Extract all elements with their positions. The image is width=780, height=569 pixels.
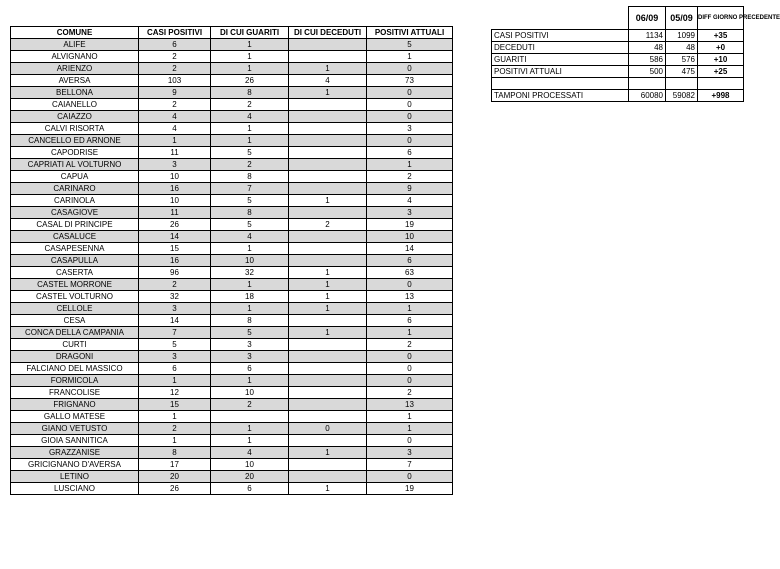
guariti-cell: 1: [211, 303, 289, 315]
table-row: [11, 51, 453, 63]
summary-body: [492, 30, 744, 102]
comune-cell: CAIAZZO: [11, 111, 139, 123]
casi-positivi-cell: 9: [139, 87, 211, 99]
summary-header-row: [492, 7, 744, 30]
header-positivi-attuali: POSITIVI ATTUALI: [367, 27, 453, 39]
comune-cell: CASTEL MORRONE: [11, 279, 139, 291]
summary-spacer-cell: [666, 78, 698, 90]
summary-previous-cell: 1099: [666, 30, 698, 42]
guariti-cell: 18: [211, 291, 289, 303]
comune-cell: CAPRIATI AL VOLTURNO: [11, 159, 139, 171]
table-row: [11, 195, 453, 207]
positivi-attuali-cell: 0: [367, 351, 453, 363]
casi-positivi-cell: 2: [139, 51, 211, 63]
table-row: [11, 255, 453, 267]
table-row: [11, 375, 453, 387]
casi-positivi-cell: 96: [139, 267, 211, 279]
deceduti-cell: [289, 207, 367, 219]
comune-cell: CAPODRISE: [11, 147, 139, 159]
positivi-attuali-cell: 63: [367, 267, 453, 279]
comune-cell: LUSCIANO: [11, 483, 139, 495]
table-row: [11, 111, 453, 123]
positivi-attuali-cell: 6: [367, 315, 453, 327]
casi-positivi-cell: 2: [139, 279, 211, 291]
casi-positivi-cell: 26: [139, 483, 211, 495]
deceduti-cell: 0: [289, 423, 367, 435]
guariti-cell: 10: [211, 459, 289, 471]
guariti-cell: 8: [211, 87, 289, 99]
deceduti-cell: [289, 411, 367, 423]
casi-positivi-cell: 16: [139, 183, 211, 195]
summary-diff-cell: +35: [698, 30, 744, 42]
positivi-attuali-cell: 2: [367, 387, 453, 399]
table-row: [11, 435, 453, 447]
summary-row: [492, 42, 744, 54]
deceduti-cell: [289, 375, 367, 387]
table-row: [11, 207, 453, 219]
deceduti-cell: 4: [289, 75, 367, 87]
guariti-cell: 32: [211, 267, 289, 279]
table-row: [11, 291, 453, 303]
summary-diff-cell: +10: [698, 54, 744, 66]
summary-diff-cell: +0: [698, 42, 744, 54]
positivi-attuali-cell: 0: [367, 471, 453, 483]
deceduti-cell: 1: [289, 195, 367, 207]
table-row: [11, 243, 453, 255]
comune-cell: CASALUCE: [11, 231, 139, 243]
deceduti-cell: [289, 231, 367, 243]
table-row: [11, 459, 453, 471]
deceduti-cell: 2: [289, 219, 367, 231]
table-row: [11, 399, 453, 411]
positivi-attuali-cell: 0: [367, 111, 453, 123]
summary-table: [491, 6, 780, 102]
casi-positivi-cell: 2: [139, 99, 211, 111]
positivi-attuali-cell: 14: [367, 243, 453, 255]
summary-spacer-cell: [492, 78, 629, 90]
guariti-cell: 4: [211, 447, 289, 459]
comune-cell: CAIANELLO: [11, 99, 139, 111]
table-row: [11, 219, 453, 231]
table-row: [11, 39, 453, 51]
casi-positivi-cell: 3: [139, 351, 211, 363]
table-row: [11, 303, 453, 315]
summary-current-cell: 48: [629, 42, 666, 54]
positivi-attuali-cell: 13: [367, 399, 453, 411]
casi-positivi-cell: 2: [139, 63, 211, 75]
deceduti-cell: [289, 435, 367, 447]
table-row: [11, 63, 453, 75]
summary-previous-cell: 475: [666, 66, 698, 78]
summary-current-cell: 60080: [629, 90, 666, 102]
guariti-cell: 1: [211, 63, 289, 75]
casi-positivi-cell: 3: [139, 159, 211, 171]
comune-cell: FRANCOLISE: [11, 387, 139, 399]
guariti-cell: 20: [211, 471, 289, 483]
table-row: [11, 171, 453, 183]
deceduti-cell: [289, 459, 367, 471]
comune-cell: CURTI: [11, 339, 139, 351]
guariti-cell: 3: [211, 339, 289, 351]
positivi-attuali-cell: 2: [367, 171, 453, 183]
casi-positivi-cell: 10: [139, 171, 211, 183]
guariti-cell: 2: [211, 159, 289, 171]
summary-header-current: 06/09: [629, 7, 666, 30]
casi-positivi-cell: 3: [139, 303, 211, 315]
summary-previous-cell: 576: [666, 54, 698, 66]
comune-cell: CARINOLA: [11, 195, 139, 207]
table-row: [11, 363, 453, 375]
casi-positivi-cell: 103: [139, 75, 211, 87]
casi-positivi-cell: 8: [139, 447, 211, 459]
deceduti-cell: [289, 99, 367, 111]
summary-label-cell: TAMPONI PROCESSATI: [492, 90, 629, 102]
comune-cell: FORMICOLA: [11, 375, 139, 387]
deceduti-cell: 1: [289, 267, 367, 279]
summary-label-cell: GUARITI: [492, 54, 629, 66]
positivi-attuali-cell: 9: [367, 183, 453, 195]
comune-cell: CESA: [11, 315, 139, 327]
casi-positivi-cell: 6: [139, 39, 211, 51]
deceduti-cell: 1: [289, 63, 367, 75]
summary-current-cell: 586: [629, 54, 666, 66]
deceduti-cell: [289, 315, 367, 327]
table-row: [11, 471, 453, 483]
positivi-attuali-cell: 73: [367, 75, 453, 87]
summary-label-cell: CASI POSITIVI: [492, 30, 629, 42]
comune-cell: DRAGONI: [11, 351, 139, 363]
guariti-cell: 2: [211, 399, 289, 411]
guariti-cell: 4: [211, 231, 289, 243]
positivi-attuali-cell: 19: [367, 219, 453, 231]
comune-cell: FALCIANO DEL MASSICO: [11, 363, 139, 375]
comune-cell: CALVI RISORTA: [11, 123, 139, 135]
positivi-attuali-cell: 1: [367, 51, 453, 63]
positivi-attuali-cell: 1: [367, 303, 453, 315]
table-row: [11, 483, 453, 495]
comuni-table: [10, 26, 453, 495]
casi-positivi-cell: 5: [139, 339, 211, 351]
summary-spacer-row: [492, 78, 744, 90]
table-row: [11, 387, 453, 399]
casi-positivi-cell: 15: [139, 243, 211, 255]
positivi-attuali-cell: 13: [367, 291, 453, 303]
deceduti-cell: 1: [289, 447, 367, 459]
comune-cell: GALLO MATESE: [11, 411, 139, 423]
comune-cell: ALVIGNANO: [11, 51, 139, 63]
positivi-attuali-cell: 0: [367, 363, 453, 375]
casi-positivi-cell: 16: [139, 255, 211, 267]
guariti-cell: 1: [211, 123, 289, 135]
table-row: [11, 327, 453, 339]
guariti-cell: 1: [211, 135, 289, 147]
summary-previous-cell: 48: [666, 42, 698, 54]
casi-positivi-cell: 2: [139, 423, 211, 435]
summary-header-blank: [492, 7, 629, 30]
deceduti-cell: [289, 51, 367, 63]
table-row: [11, 447, 453, 459]
table-row: [11, 339, 453, 351]
casi-positivi-cell: 1: [139, 135, 211, 147]
comune-cell: CAPUA: [11, 171, 139, 183]
casi-positivi-cell: 1: [139, 411, 211, 423]
comune-cell: CARINARO: [11, 183, 139, 195]
guariti-cell: 6: [211, 483, 289, 495]
deceduti-cell: [289, 111, 367, 123]
comune-cell: CASERTA: [11, 267, 139, 279]
positivi-attuali-cell: 0: [367, 375, 453, 387]
comune-cell: GIOIA SANNITICA: [11, 435, 139, 447]
casi-positivi-cell: 1: [139, 435, 211, 447]
deceduti-cell: [289, 39, 367, 51]
table-row: [11, 423, 453, 435]
summary-label-cell: DECEDUTI: [492, 42, 629, 54]
summary-row: [492, 30, 744, 42]
deceduti-cell: 1: [289, 483, 367, 495]
positivi-attuali-cell: 0: [367, 87, 453, 99]
header-deceduti: DI CUI DECEDUTI: [289, 27, 367, 39]
casi-positivi-cell: 15: [139, 399, 211, 411]
comuni-body: [11, 39, 453, 495]
summary-current-cell: 1134: [629, 30, 666, 42]
summary-tamponi-row: [492, 90, 744, 102]
deceduti-cell: [289, 471, 367, 483]
comune-cell: LETINO: [11, 471, 139, 483]
deceduti-cell: [289, 135, 367, 147]
deceduti-cell: [289, 255, 367, 267]
positivi-attuali-cell: 3: [367, 447, 453, 459]
casi-positivi-cell: 32: [139, 291, 211, 303]
casi-positivi-cell: 11: [139, 207, 211, 219]
casi-positivi-cell: 1: [139, 375, 211, 387]
summary-diff-cell: +998: [698, 90, 744, 102]
positivi-attuali-cell: 3: [367, 123, 453, 135]
guariti-cell: 2: [211, 99, 289, 111]
deceduti-cell: [289, 399, 367, 411]
comune-cell: AVERSA: [11, 75, 139, 87]
guariti-cell: [211, 411, 289, 423]
deceduti-cell: [289, 159, 367, 171]
casi-positivi-cell: 4: [139, 123, 211, 135]
guariti-cell: 10: [211, 387, 289, 399]
comune-cell: GRICIGNANO D'AVERSA: [11, 459, 139, 471]
positivi-attuali-cell: 0: [367, 99, 453, 111]
positivi-attuali-cell: 4: [367, 195, 453, 207]
deceduti-cell: [289, 243, 367, 255]
casi-positivi-cell: 11: [139, 147, 211, 159]
summary-header-diff: DIFF GIORNO PRECEDENTE: [698, 7, 744, 30]
casi-positivi-cell: 14: [139, 315, 211, 327]
positivi-attuali-cell: 1: [367, 423, 453, 435]
deceduti-cell: [289, 363, 367, 375]
positivi-attuali-cell: 0: [367, 279, 453, 291]
table-row: [11, 231, 453, 243]
table-row: [11, 267, 453, 279]
positivi-attuali-cell: 5: [367, 39, 453, 51]
positivi-attuali-cell: 6: [367, 147, 453, 159]
table-row: [11, 87, 453, 99]
guariti-cell: 1: [211, 375, 289, 387]
comune-cell: FRIGNANO: [11, 399, 139, 411]
guariti-cell: 5: [211, 219, 289, 231]
positivi-attuali-cell: 2: [367, 339, 453, 351]
guariti-cell: 10: [211, 255, 289, 267]
comune-cell: ALIFE: [11, 39, 139, 51]
summary-previous-cell: 59082: [666, 90, 698, 102]
header-guariti: DI CUI GUARITI: [211, 27, 289, 39]
summary-spacer-cell: [629, 78, 666, 90]
comune-cell: GRAZZANISE: [11, 447, 139, 459]
comune-cell: ARIENZO: [11, 63, 139, 75]
summary-row: [492, 54, 744, 66]
deceduti-cell: [289, 147, 367, 159]
casi-positivi-cell: 12: [139, 387, 211, 399]
guariti-cell: 5: [211, 327, 289, 339]
table-row: [11, 75, 453, 87]
deceduti-cell: [289, 387, 367, 399]
table-row: [11, 279, 453, 291]
casi-positivi-cell: 10: [139, 195, 211, 207]
comune-cell: CASAPESENNA: [11, 243, 139, 255]
comune-cell: GIANO VETUSTO: [11, 423, 139, 435]
deceduti-cell: 1: [289, 87, 367, 99]
comune-cell: CASAGIOVE: [11, 207, 139, 219]
positivi-attuali-cell: 7: [367, 459, 453, 471]
deceduti-cell: 1: [289, 291, 367, 303]
positivi-attuali-cell: 0: [367, 435, 453, 447]
positivi-attuali-cell: 10: [367, 231, 453, 243]
comuni-header-row: [11, 27, 453, 39]
comune-cell: CASAL DI PRINCIPE: [11, 219, 139, 231]
positivi-attuali-cell: 0: [367, 63, 453, 75]
casi-positivi-cell: 26: [139, 219, 211, 231]
summary-diff-cell: +25: [698, 66, 744, 78]
table-row: [11, 159, 453, 171]
comune-cell: CASAPULLA: [11, 255, 139, 267]
casi-positivi-cell: 14: [139, 231, 211, 243]
summary-label-cell: POSITIVI ATTUALI: [492, 66, 629, 78]
deceduti-cell: [289, 171, 367, 183]
comune-cell: CASTEL VOLTURNO: [11, 291, 139, 303]
header-comune: COMUNE: [11, 27, 139, 39]
table-row: [11, 135, 453, 147]
deceduti-cell: [289, 183, 367, 195]
casi-positivi-cell: 6: [139, 363, 211, 375]
comune-cell: CONCA DELLA CAMPANIA: [11, 327, 139, 339]
table-row: [11, 99, 453, 111]
guariti-cell: 7: [211, 183, 289, 195]
table-row: [11, 123, 453, 135]
deceduti-cell: 1: [289, 279, 367, 291]
deceduti-cell: 1: [289, 303, 367, 315]
table-row: [11, 147, 453, 159]
guariti-cell: 8: [211, 315, 289, 327]
guariti-cell: 8: [211, 207, 289, 219]
guariti-cell: 1: [211, 435, 289, 447]
guariti-cell: 1: [211, 423, 289, 435]
deceduti-cell: [289, 351, 367, 363]
casi-positivi-cell: 20: [139, 471, 211, 483]
deceduti-cell: [289, 339, 367, 351]
summary-current-cell: 500: [629, 66, 666, 78]
guariti-cell: 1: [211, 243, 289, 255]
guariti-cell: 26: [211, 75, 289, 87]
guariti-cell: 8: [211, 171, 289, 183]
guariti-cell: 3: [211, 351, 289, 363]
guariti-cell: 5: [211, 195, 289, 207]
casi-positivi-cell: 4: [139, 111, 211, 123]
comune-cell: BELLONA: [11, 87, 139, 99]
summary-spacer-cell: [698, 78, 744, 90]
table-row: [11, 351, 453, 363]
positivi-attuali-cell: 1: [367, 327, 453, 339]
positivi-attuali-cell: 6: [367, 255, 453, 267]
guariti-cell: 1: [211, 39, 289, 51]
summary-header-previous: 05/09: [666, 7, 698, 30]
guariti-cell: 4: [211, 111, 289, 123]
guariti-cell: 1: [211, 51, 289, 63]
deceduti-cell: [289, 123, 367, 135]
positivi-attuali-cell: 19: [367, 483, 453, 495]
summary-row: [492, 66, 744, 78]
guariti-cell: 6: [211, 363, 289, 375]
positivi-attuali-cell: 3: [367, 207, 453, 219]
positivi-attuali-cell: 0: [367, 135, 453, 147]
casi-positivi-cell: 7: [139, 327, 211, 339]
header-casi-positivi: CASI POSITIVI: [139, 27, 211, 39]
table-row: [11, 183, 453, 195]
deceduti-cell: 1: [289, 327, 367, 339]
table-row: [11, 315, 453, 327]
guariti-cell: 1: [211, 279, 289, 291]
casi-positivi-cell: 17: [139, 459, 211, 471]
comune-cell: CANCELLO ED ARNONE: [11, 135, 139, 147]
positivi-attuali-cell: 1: [367, 159, 453, 171]
guariti-cell: 5: [211, 147, 289, 159]
positivi-attuali-cell: 1: [367, 411, 453, 423]
table-row: [11, 411, 453, 423]
comune-cell: CELLOLE: [11, 303, 139, 315]
